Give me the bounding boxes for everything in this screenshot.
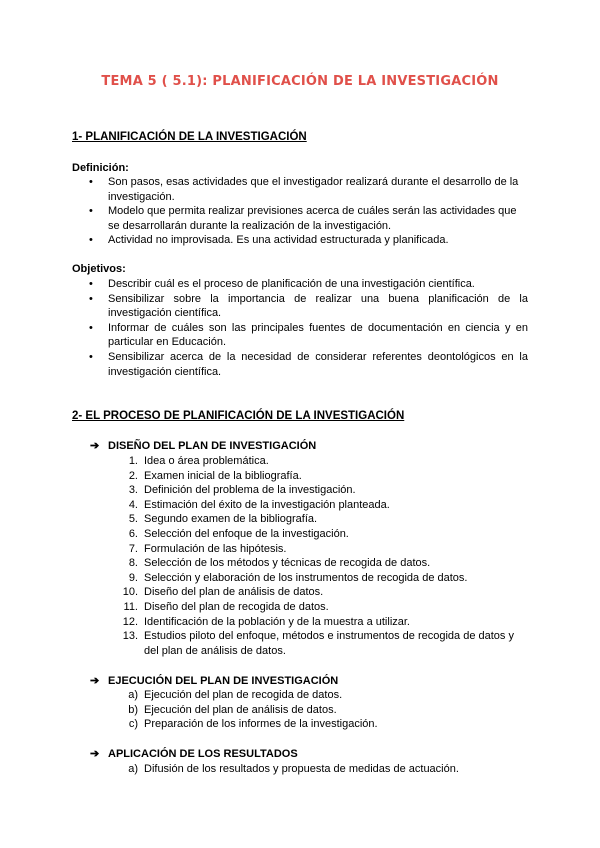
list-item-text: Son pasos, esas actividades que el investigador realizará durante el desarrollo de la investigación. xyxy=(108,176,519,203)
list-item xyxy=(108,688,528,703)
list-number: 7. xyxy=(128,542,138,555)
list-letter: c) xyxy=(128,718,138,731)
list-number: 4. xyxy=(128,498,138,511)
list-item-text: Informar de cuáles son las principales fuentes de documentación en ciencia y en particular en Educación. xyxy=(108,321,528,349)
list-number: 11. xyxy=(123,600,138,613)
aplicacion-list xyxy=(108,762,528,777)
list-item xyxy=(108,717,528,732)
list-number: 5. xyxy=(128,513,138,526)
list-number: 6. xyxy=(128,527,138,540)
list-item xyxy=(108,512,528,527)
list-item xyxy=(72,175,528,204)
list-letter: b) xyxy=(128,703,138,716)
list-item-text: Ejecución del plan de análisis de datos. xyxy=(144,703,337,716)
list-item-text: Selección del enfoque de la investigación. xyxy=(144,527,349,540)
list-item xyxy=(108,498,528,513)
list-number: 13. xyxy=(122,630,138,643)
list-item xyxy=(108,527,528,542)
ejecucion-heading xyxy=(90,674,338,687)
diseno-heading xyxy=(90,439,316,452)
list-item-text: Preparación de los informes de la investigación. xyxy=(144,718,378,731)
list-item xyxy=(108,600,528,615)
list-item xyxy=(108,454,528,469)
list-item xyxy=(108,571,528,586)
section-2-heading: 2- EL PROCESO DE PLANIFICACIÓN DE LA INVESTIGACIÓN xyxy=(72,410,405,422)
objetivos-list xyxy=(72,277,528,379)
definicion-list xyxy=(72,175,528,248)
bullet-icon: • xyxy=(89,234,93,247)
list-item-text: Identificación de la población y de la muestra a utilizar. xyxy=(144,615,410,628)
section-1-heading: 1- PLANIFICACIÓN DE LA INVESTIGACIÓN xyxy=(72,131,307,143)
list-item xyxy=(108,483,528,498)
objetivos-label: Objetivos: xyxy=(72,263,126,275)
list-item-text: Actividad no improvisada. Es una actividad estructurada y planificada. xyxy=(108,234,449,247)
list-item xyxy=(72,350,528,379)
list-item-text: Idea o área problemática. xyxy=(144,455,269,467)
list-item xyxy=(108,762,528,777)
list-item xyxy=(72,321,528,350)
ejecucion-list xyxy=(108,688,528,732)
list-item xyxy=(108,703,528,718)
list-item xyxy=(108,542,528,557)
list-item-text: Sensibilizar sobre la importancia de realizar una buena planificación de la investigación científica. xyxy=(108,292,528,320)
bullet-icon: • xyxy=(89,292,93,305)
list-number: 8. xyxy=(128,557,138,570)
list-number: 12. xyxy=(122,615,138,628)
list-item xyxy=(108,585,528,600)
aplicacion-heading-text: APLICACIÓN DE LOS RESULTADOS xyxy=(108,748,298,760)
arrow-right-icon: ➔ xyxy=(90,440,100,452)
list-item-text: Segundo examen de la bibliografía. xyxy=(144,513,318,526)
list-item xyxy=(108,615,528,630)
list-item-text: Selección y elaboración de los instrumentos de recogida de datos. xyxy=(144,571,468,584)
definicion-label: Definición: xyxy=(72,162,129,174)
list-item-text: Examen inicial de la bibliografía. xyxy=(144,469,302,482)
bullet-icon: • xyxy=(89,205,93,218)
list-number: 10. xyxy=(122,586,138,599)
list-number: 1. xyxy=(128,455,138,467)
bullet-icon: • xyxy=(89,321,93,334)
list-item-text: Diseño del plan de análisis de datos. xyxy=(144,586,324,599)
list-item xyxy=(72,292,528,321)
list-item xyxy=(72,277,528,292)
ejecucion-heading-text: EJECUCIÓN DEL PLAN DE INVESTIGACIÓN xyxy=(108,675,339,687)
diseno-heading-text: DISEÑO DEL PLAN DE INVESTIGACIÓN xyxy=(108,440,317,452)
bullet-icon: • xyxy=(89,176,93,188)
list-item-text: Describir cuál es el proceso de planificación de una investigación científica. xyxy=(108,278,475,290)
list-item xyxy=(108,469,528,484)
list-item xyxy=(72,233,528,248)
list-item-text: Estudios piloto del enfoque, métodos e instrumentos de recogida de datos y del plan de análisis de datos. xyxy=(144,630,514,657)
list-item-text: Sensibilizar acerca de la necesidad de considerar referentes deontológicos en la investigación científica. xyxy=(108,350,528,378)
list-number: 9. xyxy=(128,571,138,584)
list-number: 3. xyxy=(128,484,138,497)
list-item-text: Modelo que permita realizar previsiones acerca de cuáles serán las actividades que se desarrollarán durante la realización de la investigación. xyxy=(108,205,517,232)
list-item xyxy=(72,204,528,233)
list-letter: a) xyxy=(128,689,138,701)
list-item xyxy=(108,556,528,571)
list-item-text: Ejecución del plan de recogida de datos. xyxy=(144,689,343,701)
diseno-list xyxy=(108,454,528,658)
list-item-text: Formulación de las hipótesis. xyxy=(144,542,287,555)
bullet-icon: • xyxy=(89,278,93,290)
list-letter: a) xyxy=(128,763,138,775)
arrow-right-icon: ➔ xyxy=(90,748,100,760)
list-item xyxy=(108,629,528,658)
list-item-text: Definición del problema de la investigación. xyxy=(144,484,356,497)
page-title: TEMA 5 ( 5.1): PLANIFICACIÓN DE LA INVESTIGACIÓN xyxy=(101,74,499,89)
list-item-text: Estimación del éxito de la investigación planteada. xyxy=(144,498,390,511)
aplicacion-heading xyxy=(90,747,298,760)
bullet-icon: • xyxy=(89,350,93,363)
list-number: 2. xyxy=(128,469,138,482)
list-item-text: Difusión de los resultados y propuesta de medidas de actuación. xyxy=(144,763,459,775)
list-item-text: Selección de los métodos y técnicas de recogida de datos. xyxy=(144,557,431,570)
arrow-right-icon: ➔ xyxy=(90,675,100,687)
list-item-text: Diseño del plan de recogida de datos. xyxy=(144,600,329,613)
